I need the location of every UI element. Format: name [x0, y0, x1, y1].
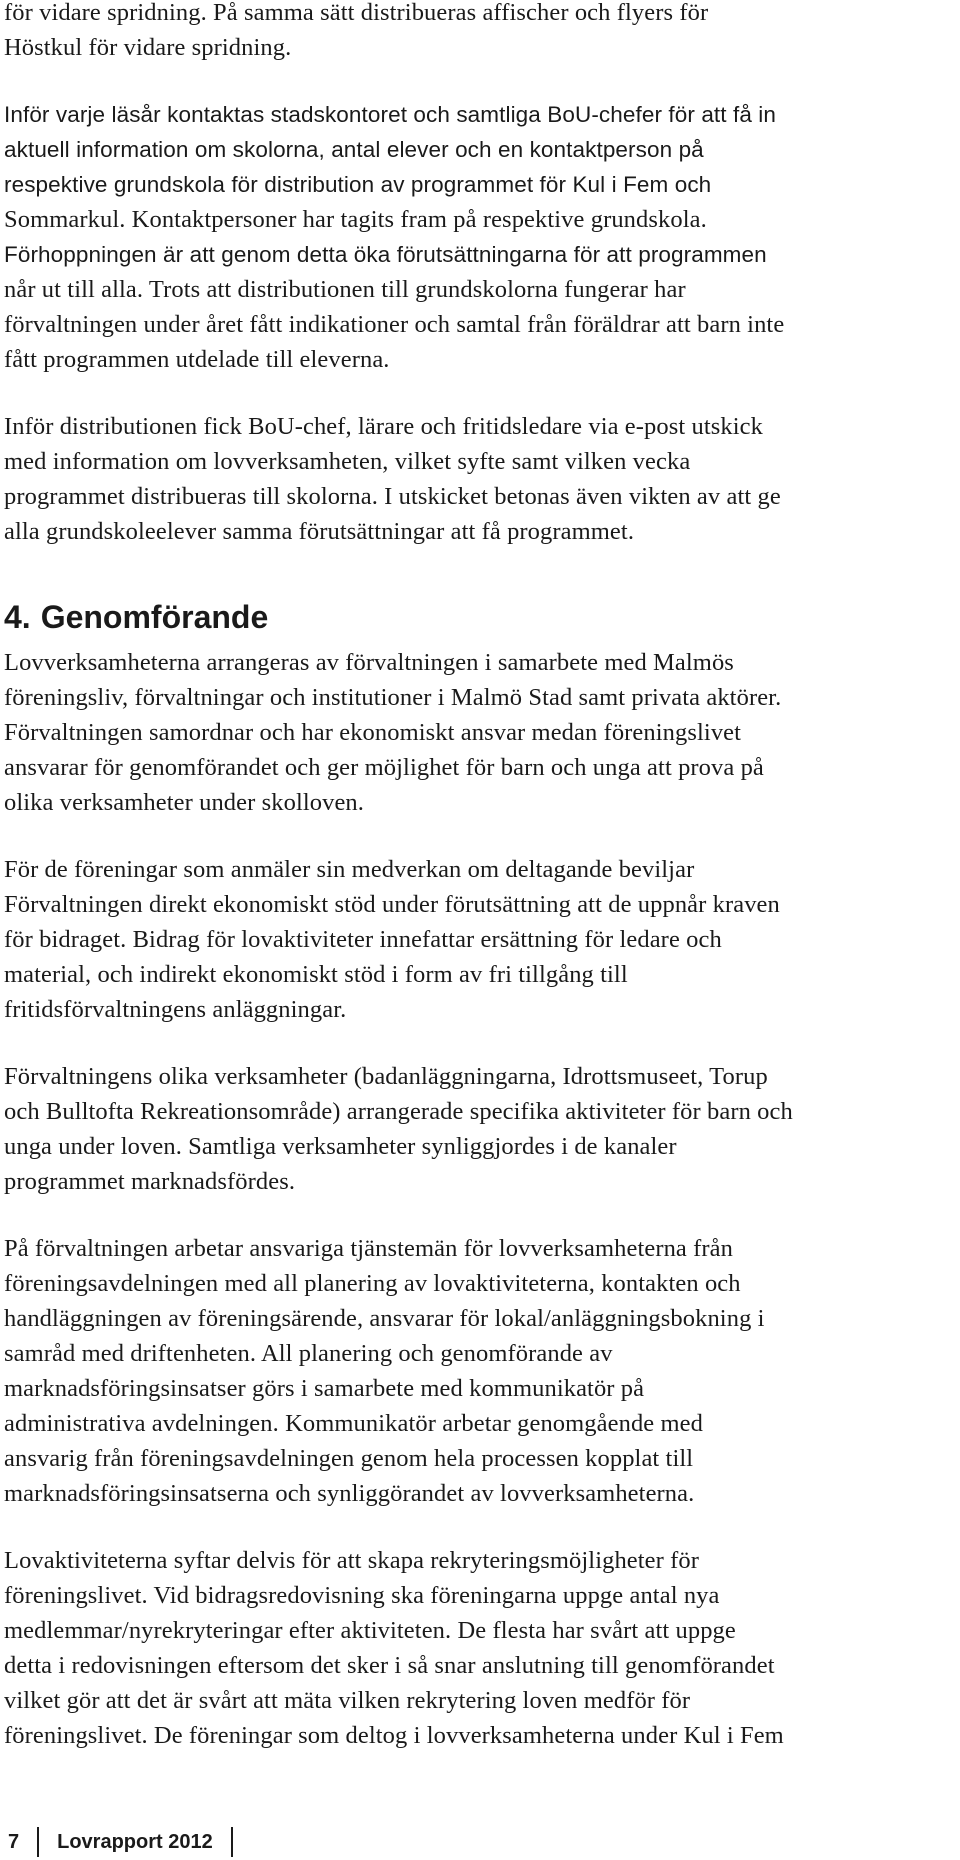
footer-separator [37, 1827, 39, 1857]
text-line: fritidsförvaltningens anläggningar. [4, 996, 347, 1023]
text-line: föreningslivet. De föreningar som deltog i lovverksamheterna under Kul i Fem [4, 1722, 784, 1749]
text-line: unga under loven. Samtliga verksamheter synliggjordes i de kanaler [4, 1133, 677, 1160]
paragraph [4, 645, 954, 820]
text-line: detta i redovisningen eftersom det sker i så snar anslutning till genomförandet [4, 1652, 775, 1679]
document-page [4, 0, 954, 1785]
text-line: för vidare spridning. På samma sätt distribueras affischer och flyers för [4, 0, 709, 26]
footer-separator [231, 1827, 233, 1857]
text-line: Förhoppningen är att genom detta öka förutsättningarna för att programmen [4, 242, 767, 267]
text-line: handläggningen av föreningsärende, ansvarar för lokal/anläggningsbokning i [4, 1305, 765, 1332]
text-line: ansvarar för genomförandet och ger möjlighet för barn och unga att prova på [4, 754, 764, 781]
text-line: Höstkul för vidare spridning. [4, 34, 292, 61]
footer-title: Lovrapport 2012 [57, 1830, 213, 1853]
text-line: Förvaltningen direkt ekonomiskt stöd under förutsättning att de uppnår kraven [4, 891, 780, 918]
text-line: och Bulltofta Rekreationsområde) arrangerade specifika aktiviteter för barn och [4, 1098, 793, 1125]
paragraph [4, 409, 954, 549]
text-line: programmet distribueras till skolorna. I utskicket betonas även vikten av att ge [4, 483, 781, 510]
text-line: vilket gör att det är svårt att mäta vilken rekrytering loven medför för [4, 1687, 691, 1714]
text-line: fått programmen utdelade till eleverna. [4, 346, 390, 373]
text-line: Inför varje läsår kontaktas stadskontoret och samtliga BoU-chefer för att få in [4, 102, 777, 127]
paragraph [4, 97, 954, 377]
text-line: programmet marknadsfördes. [4, 1168, 296, 1195]
text-line: föreningsavdelningen med all planering av lovaktiviteterna, kontakten och [4, 1270, 741, 1297]
text-line: olika verksamheter under skolloven. [4, 789, 365, 816]
text-line: Förvaltningen samordnar och har ekonomiskt ansvar medan föreningslivet [4, 719, 742, 746]
text-line: Inför distributionen fick BoU-chef, lärare och fritidsledare via e-post utskick [4, 413, 763, 440]
text-line: På förvaltningen arbetar ansvariga tjänstemän för lovverksamheterna från [4, 1235, 733, 1262]
paragraph [4, 0, 954, 65]
paragraph [4, 852, 954, 1027]
text-line: medlemmar/nyrekryteringar efter aktiviteten. De flesta har svårt att uppge [4, 1617, 736, 1644]
body-text-top [4, 0, 954, 549]
section-title: Genomförande [40, 599, 269, 635]
text-line: förvaltningen under året fått indikationer och samtal från föräldrar att barn inte [4, 311, 785, 338]
text-line: Sommarkul. Kontaktpersoner har tagits fram på respektive grundskola. [4, 206, 707, 233]
page-footer [4, 1824, 251, 1860]
text-line: för bidraget. Bidrag för lovaktiviteter innefattar ersättning för ledare och [4, 926, 722, 953]
text-line: samråd med driftenheten. All planering och genomförande av [4, 1340, 613, 1367]
text-line: material, och indirekt ekonomiskt stöd i form av fri tillgång till [4, 961, 628, 988]
text-line: alla grundskoleelever samma förutsättningar att få programmet. [4, 518, 635, 545]
text-line: Förvaltningens olika verksamheter (badanläggningarna, Idrottsmuseet, Torup [4, 1063, 768, 1090]
text-line: administrativa avdelningen. Kommunikatör arbetar genomgående med [4, 1410, 703, 1437]
text-line: Lovverksamheterna arrangeras av förvaltningen i samarbete med Malmös [4, 649, 734, 676]
text-line: föreningsliv, förvaltningar och institutioner i Malmö Stad samt privata aktörer. [4, 684, 782, 711]
text-line: föreningslivet. Vid bidragsredovisning ska föreningarna uppge antal nya [4, 1582, 720, 1609]
paragraph [4, 1231, 954, 1511]
section-number: 4. [4, 599, 31, 635]
text-line: aktuell information om skolorna, antal elever och en kontaktperson på [4, 137, 704, 162]
text-line: respektive grundskola för distribution av programmet för Kul i Fem och [4, 172, 712, 197]
text-line: marknadsföringsinsatserna och synliggörandet av lovverksamheterna. [4, 1480, 695, 1507]
text-line: når ut till alla. Trots att distributionen till grundskolorna fungerar har [4, 276, 686, 303]
text-line: ansvarig från föreningsavdelningen genom hela processen kopplat till [4, 1445, 694, 1472]
footer-page-number: 7 [8, 1830, 20, 1853]
body-text-bottom [4, 645, 954, 1753]
text-line: marknadsföringsinsatser görs i samarbete med kommunikatör på [4, 1375, 645, 1402]
paragraph [4, 1059, 954, 1199]
text-line: Lovaktiviteterna syftar delvis för att skapa rekryteringsmöjligheter för [4, 1547, 700, 1574]
text-line: med information om lovverksamheten, vilket syfte samt vilken vecka [4, 448, 691, 475]
section-heading [4, 597, 954, 637]
paragraph [4, 1543, 954, 1753]
text-line: För de föreningar som anmäler sin medverkan om deltagande beviljar [4, 856, 695, 883]
